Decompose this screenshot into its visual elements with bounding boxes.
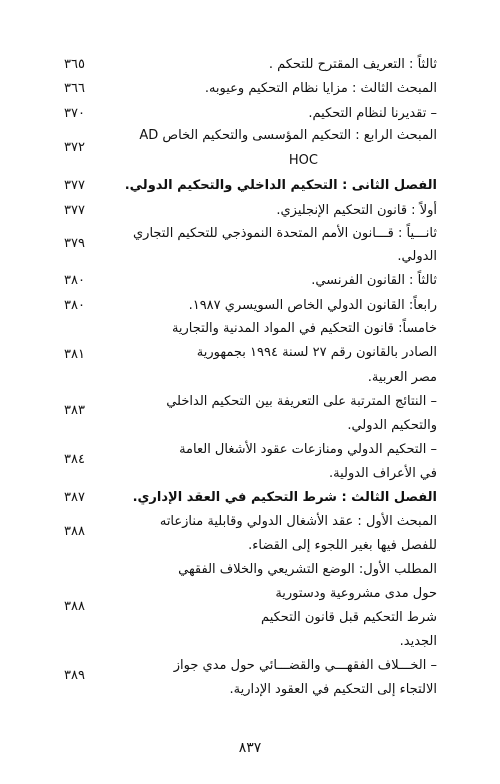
entry-line: الالتجاء إلى التحكيم في العقود الإدارية. (229, 682, 437, 697)
entry-line: ثالثاً : القانون الفرنسي. (311, 273, 437, 288)
entry-line: المبحث الثالث : مزايا نظام التحكيم وعيوبه. (204, 81, 437, 96)
footer-page-number: ٨٣٧ (238, 740, 262, 756)
page-number: ٣٨٠ (64, 298, 85, 313)
entry-line: – التحكيم الدولي ومنازعات عقود الأشغال العامة (179, 442, 437, 457)
page-number: ٣٧٩ (64, 236, 85, 251)
entry-line: في الأعراف الدولية. (328, 466, 437, 481)
entry-line: أولاً : قانون التحكيم الإنجليزي. (276, 203, 437, 218)
entry-line: للفصل فيها بغير اللجوء إلى القضاء. (248, 538, 437, 553)
entry-line: – الخـــلاف الفقهـــي والقضـــائي حول مدي جواز (173, 658, 437, 673)
entry-line: خامساً: قانون التحكيم في المواد المدنية والتجارية (171, 321, 437, 336)
entry-line: مصر العربية. (367, 370, 437, 385)
chapter-line: الفصل الثانى : التحكيم الداخلي والتحكيم الدولي. (124, 178, 437, 193)
page-number: ٣٨٨ (64, 524, 85, 539)
entry-line: – تقديرنا لنظام التحكيم. (308, 106, 437, 121)
page-number: ٣٦٥ (64, 57, 85, 72)
entry-line: حول مدى مشروعية ودستورية (275, 586, 437, 601)
entry-line: رابعاً: القانون الدولي الخاص السويسري ١٩٨٧. (188, 298, 437, 313)
entry-line: HOC (288, 153, 318, 168)
entry-line: الصادر بالقانون رقم ٢٧ لسنة ١٩٩٤ بجمهورية (196, 345, 437, 360)
page-number: ٣٧٧ (64, 178, 85, 193)
page-number: ٣٧٠ (64, 106, 85, 121)
page-number: ٣٨١ (64, 347, 85, 362)
page-number: ٣٨٩ (64, 668, 85, 683)
page-number: ٣٧٢ (64, 140, 85, 155)
entry-line: – النتائج المترتبة على التعريفة بين التحكيم الداخلي (166, 394, 437, 409)
page-number: ٣٦٦ (64, 81, 85, 96)
entry-line: المبحث الرابع : التحكيم المؤسسى والتحكيم الخاص AD (139, 128, 437, 143)
entry-line: الدولي. (397, 249, 437, 264)
page-number: ٣٨٧ (64, 490, 85, 505)
entry-line: المطلب الأول: الوضع التشريعي والخلاف الفقهي (178, 562, 437, 577)
page-number: ٣٨٨ (64, 599, 85, 614)
page-number: ٣٧٧ (64, 203, 85, 218)
entry-line: المبحث الأول : عقد الأشغال الدولي وقابلية منازعاته (159, 514, 437, 529)
chapter-line: الفصل الثالث : شرط التحكيم في العقد الإداري. (132, 490, 437, 505)
page-number: ٣٨٤ (64, 452, 85, 467)
entry-line: شرط التحكيم قبل قانون التحكيم (261, 610, 437, 625)
entry-line: الجديد. (399, 634, 437, 649)
page-number: ٣٨٠ (64, 273, 85, 288)
entry-line: والتحكيم الدولي. (347, 418, 437, 433)
page-number: ٣٨٣ (64, 403, 85, 418)
entry-line: ثالثاً : التعريف المقترح للتحكم . (268, 57, 437, 72)
entry-line: ثانـــياً : قـــانون الأمم المتحدة النموذجي للتحكيم التجاري (133, 226, 437, 241)
